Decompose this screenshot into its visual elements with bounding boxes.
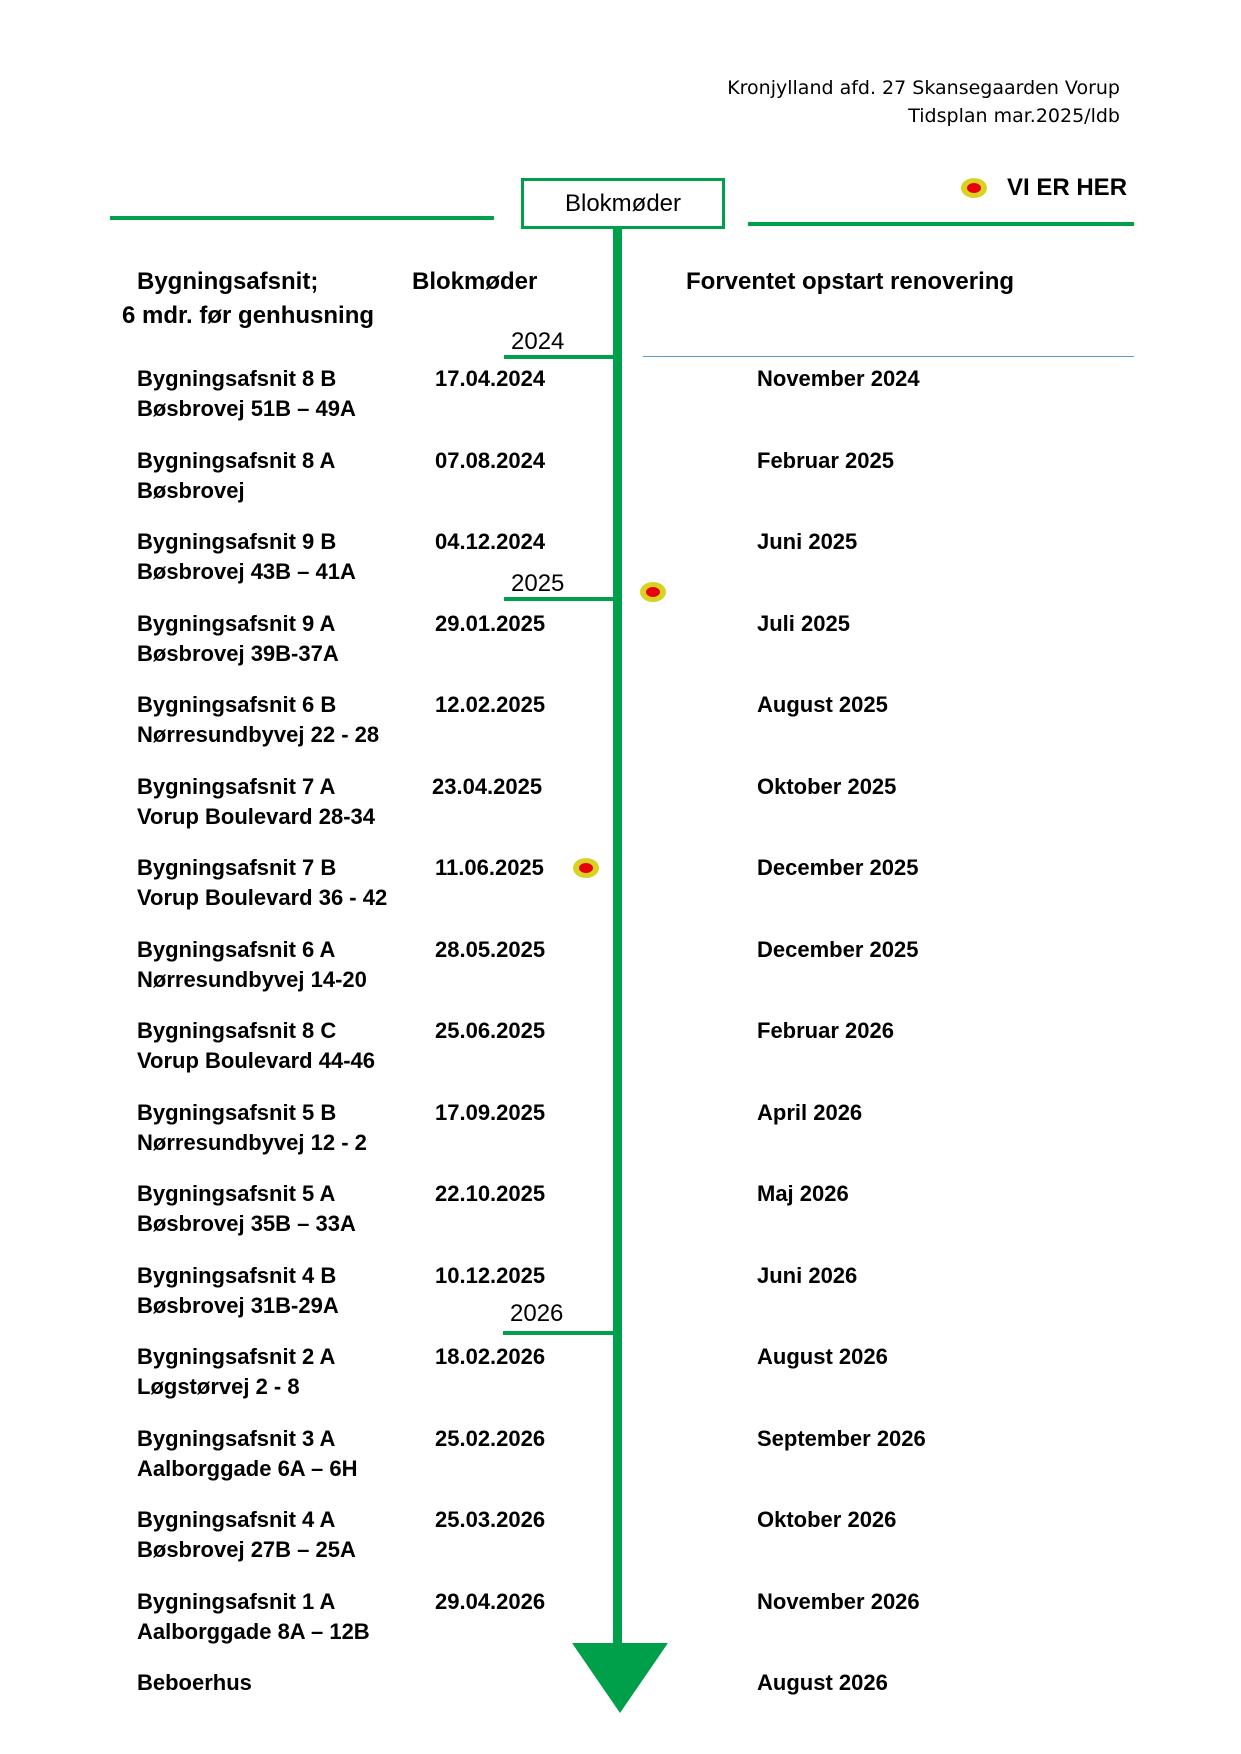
row-street: Bøsbrovej 51B – 49A bbox=[137, 396, 356, 421]
row-start-date: Februar 2026 bbox=[757, 1018, 894, 1043]
row-section: Bygningsafsnit 8 B bbox=[137, 366, 337, 391]
row-start-date: April 2026 bbox=[757, 1100, 863, 1125]
row-meeting-date: 22.10.2025 bbox=[435, 1181, 546, 1206]
row-street: Bøsbrovej 43B – 41A bbox=[137, 559, 356, 584]
row-meeting-date: 07.08.2024 bbox=[435, 448, 546, 473]
row-meeting-date: 04.12.2024 bbox=[435, 529, 546, 554]
timeline-axis bbox=[613, 226, 622, 1646]
year-tick-2025 bbox=[504, 597, 616, 601]
row-section: Bygningsafsnit 6 A bbox=[137, 937, 336, 962]
row-start-date: November 2026 bbox=[757, 1589, 920, 1614]
row-section: Bygningsafsnit 4 B bbox=[137, 1263, 337, 1288]
row-start-date: Oktober 2025 bbox=[757, 774, 897, 799]
row-start-date: Oktober 2026 bbox=[757, 1507, 897, 1532]
row-start-date: Juni 2025 bbox=[757, 529, 858, 554]
row-start-date: August 2026 bbox=[757, 1670, 888, 1695]
row-meeting-date: 11.06.2025 bbox=[435, 855, 544, 880]
row-start-date: Juni 2026 bbox=[757, 1263, 858, 1288]
row-start-date: September 2026 bbox=[757, 1426, 926, 1451]
section-column-header-line2: 6 mdr. før genhusning bbox=[122, 302, 375, 329]
row-meeting-date: 23.04.2025 bbox=[432, 774, 543, 799]
row-street: Bøsbrovej bbox=[137, 478, 245, 503]
row-section: Bygningsafsnit 3 A bbox=[137, 1426, 336, 1451]
row-meeting-date: 25.03.2026 bbox=[435, 1507, 546, 1532]
year-tick-2026 bbox=[503, 1331, 616, 1335]
row-start-date: December 2025 bbox=[757, 937, 919, 962]
row-meeting-date: 25.06.2025 bbox=[435, 1018, 546, 1043]
row-street: Bøsbrovej 27B – 25A bbox=[137, 1537, 356, 1562]
row-street: Bøsbrovej 31B-29A bbox=[137, 1293, 339, 1318]
row-meeting-date: 28.05.2025 bbox=[435, 937, 546, 962]
banner-title: Blokmøder bbox=[564, 190, 682, 217]
year-label-2026: 2026 bbox=[510, 1300, 564, 1327]
row-meeting-date: 18.02.2026 bbox=[435, 1344, 546, 1369]
timeline-arrow-head bbox=[572, 1643, 668, 1715]
you-are-here-legend-label: VI ER HER bbox=[1007, 174, 1128, 201]
year-tick-2024 bbox=[504, 355, 616, 359]
you-are-here-marker bbox=[640, 582, 666, 602]
year-label-2024: 2024 bbox=[511, 328, 565, 355]
row-meeting-date: 10.12.2025 bbox=[435, 1263, 546, 1288]
row-meeting-date: 29.01.2025 bbox=[435, 611, 546, 636]
row-section: Bygningsafsnit 5 B bbox=[137, 1100, 337, 1125]
header-divider bbox=[643, 356, 1134, 357]
row-section: Bygningsafsnit 1 A bbox=[137, 1589, 336, 1614]
row-section: Beboerhus bbox=[137, 1670, 252, 1695]
row-meeting-date: 17.09.2025 bbox=[435, 1100, 546, 1125]
row-start-date: Februar 2025 bbox=[757, 448, 894, 473]
row-street: Bøsbrovej 35B – 33A bbox=[137, 1211, 356, 1236]
row-section: Bygningsafsnit 5 A bbox=[137, 1181, 336, 1206]
row-start-date: Maj 2026 bbox=[757, 1181, 849, 1206]
row-street: Vorup Boulevard 44-46 bbox=[137, 1048, 375, 1073]
year-label-2025: 2025 bbox=[511, 570, 565, 597]
section-column-header-line1: Bygningsafsnit; bbox=[137, 268, 319, 295]
row-section: Bygningsafsnit 8 A bbox=[137, 448, 336, 473]
row-meeting-date: 25.02.2026 bbox=[435, 1426, 546, 1451]
start-column-header: Forventet opstart renovering bbox=[686, 268, 1015, 295]
row-section: Bygningsafsnit 9 A bbox=[137, 611, 336, 636]
row-street: Nørresundbyvej 12 - 2 bbox=[137, 1130, 367, 1155]
row-section: Bygningsafsnit 9 B bbox=[137, 529, 337, 554]
row-section: Bygningsafsnit 7 B bbox=[137, 855, 337, 880]
row-section: Bygningsafsnit 4 A bbox=[137, 1507, 336, 1532]
row-start-date: August 2026 bbox=[757, 1344, 888, 1369]
document-header-line1: Kronjylland afd. 27 Skansegaarden Vorup bbox=[727, 77, 1120, 99]
row-street: Løgstørvej 2 - 8 bbox=[137, 1374, 300, 1399]
row-section: Bygningsafsnit 8 C bbox=[137, 1018, 337, 1043]
row-street: Aalborggade 6A – 6H bbox=[137, 1456, 358, 1481]
document-header-line2: Tidsplan mar.2025/ldb bbox=[908, 105, 1120, 127]
row-street: Bøsbrovej 39B-37A bbox=[137, 641, 339, 666]
banner-left-line bbox=[110, 216, 494, 220]
you-are-here-marker-row bbox=[573, 858, 599, 878]
row-street: Nørresundbyvej 22 - 28 bbox=[137, 722, 380, 747]
row-street: Vorup Boulevard 36 - 42 bbox=[137, 885, 388, 910]
row-section: Bygningsafsnit 2 A bbox=[137, 1344, 336, 1369]
row-section: Bygningsafsnit 7 A bbox=[137, 774, 336, 799]
row-street: Aalborggade 8A – 12B bbox=[137, 1619, 370, 1644]
banner-right-line bbox=[748, 222, 1134, 226]
row-start-date: November 2024 bbox=[757, 366, 920, 391]
row-street: Vorup Boulevard 28-34 bbox=[137, 804, 375, 829]
banner-box bbox=[521, 178, 725, 229]
row-start-date: Juli 2025 bbox=[757, 611, 850, 636]
row-meeting-date: 29.04.2026 bbox=[435, 1589, 546, 1614]
row-meeting-date: 12.02.2025 bbox=[435, 692, 546, 717]
meetings-column-header: Blokmøder bbox=[412, 268, 538, 295]
row-start-date: December 2025 bbox=[757, 855, 919, 880]
you-are-here-legend-icon bbox=[961, 178, 987, 198]
row-street: Nørresundbyvej 14-20 bbox=[137, 967, 367, 992]
row-start-date: August 2025 bbox=[757, 692, 888, 717]
row-section: Bygningsafsnit 6 B bbox=[137, 692, 337, 717]
row-meeting-date: 17.04.2024 bbox=[435, 366, 546, 391]
